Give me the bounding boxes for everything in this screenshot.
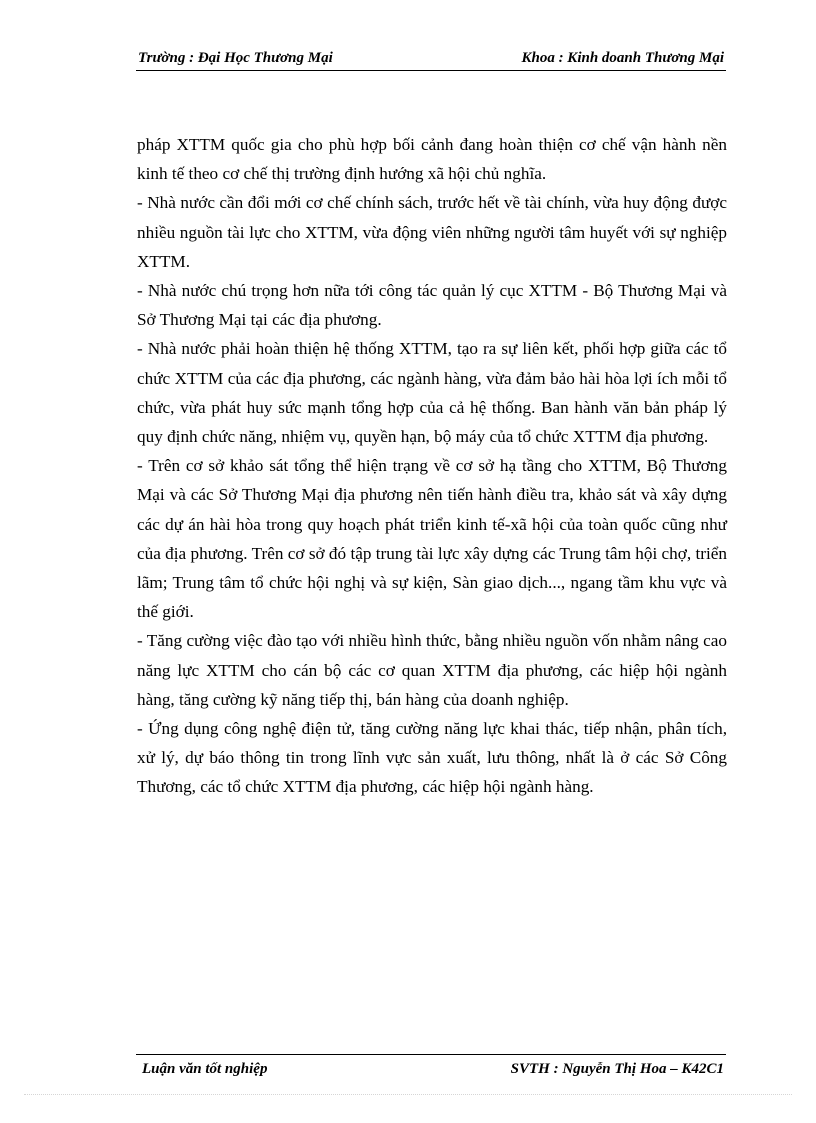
paragraph: - Nhà nước chú trọng hơn nữa tới công tác quản lý cục XTTM - Bộ Thương Mại và Sở Thương Mại tại các địa phương. xyxy=(137,281,727,330)
paragraph: - Trên cơ sở khảo sát tổng thể hiện trạng về cơ sở hạ tầng cho XTTM, Bộ Thương Mại và các Sở Thương Mại địa phương nên tiến hành điều tra, khảo sát và xây dựng các dự án hài hòa trong quy hoạch phát triển kinh tế-xã hội của toàn quốc cũng như của địa phương. Trên cơ sở đó tập trung tài lực xây dựng các Trung tâm hội chợ, triển lãm; Trung tâm tổ chức hội nghị và sự kiện, Sàn giao dịch..., ngang tầm khu vực và thế giới. xyxy=(137,456,727,622)
page-edge-divider xyxy=(24,1094,792,1095)
document-body xyxy=(137,130,727,802)
page-footer xyxy=(136,1054,726,1085)
paragraph: - Nhà nước phải hoàn thiện hệ thống XTTM, tạo ra sự liên kết, phối hợp giữa các tổ chức XTTM của các địa phương, các ngành hàng, vừa đảm bảo hài hòa lợi ích mỗi tổ chức, vừa phát huy sức mạnh tổng hợp của cả hệ thống. Ban hành văn bản pháp lý quy định chức năng, nhiệm vụ, quyền hạn, bộ máy của tổ chức XTTM địa phương. xyxy=(137,339,727,447)
paragraph: - Ứng dụng công nghệ điện tử, tăng cường năng lực khai thác, tiếp nhận, phân tích, xử lý, dự báo thông tin trong lĩnh vực sản xuất, lưu thông, nhất là ở các Sở Công Thương, các tổ chức XTTM địa phương, các hiệp hội ngành hàng. xyxy=(137,719,727,797)
footer-thesis-label: Luận văn tốt nghiệp xyxy=(142,1061,268,1077)
page-header xyxy=(136,48,726,71)
header-school: Trường : Đại Học Thương Mại xyxy=(138,50,333,66)
paragraph: - Tăng cường việc đào tạo với nhiều hình thức, bằng nhiều nguồn vốn nhằm nâng cao năng lực XTTM cho cán bộ các cơ quan XTTM địa phương, các hiệp hội ngành hàng, tăng cường kỹ năng tiếp thị, bán hàng của doanh nghiệp. xyxy=(137,631,727,709)
paragraph: pháp XTTM quốc gia cho phù hợp bối cảnh đang hoàn thiện cơ chế vận hành nền kinh tế theo cơ chế thị trường định hướng xã hội chủ nghĩa. xyxy=(137,135,727,184)
header-faculty: Khoa : Kinh doanh Thương Mại xyxy=(521,50,724,66)
paragraph: - Nhà nước cần đổi mới cơ chế chính sách, trước hết về tài chính, vừa huy động được nhiều nguồn tài lực cho XTTM, vừa động viên những người tâm huyết với sự nghiệp XTTM. xyxy=(137,193,727,271)
footer-student-info: SVTH : Nguyễn Thị Hoa – K42C1 xyxy=(510,1061,724,1077)
